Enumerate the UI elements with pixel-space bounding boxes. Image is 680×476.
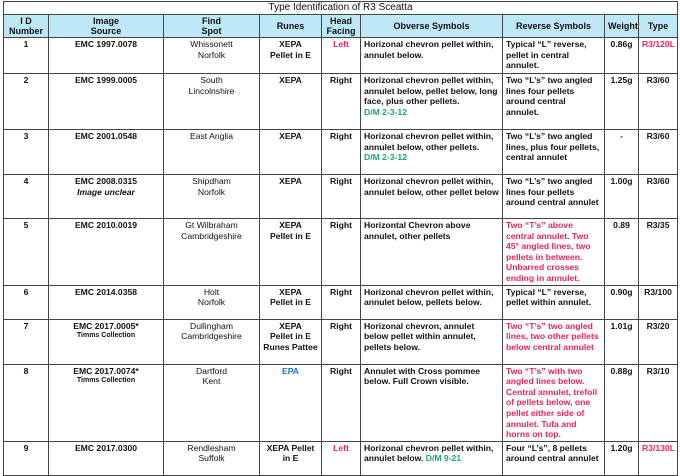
head-facing-cell: Right	[322, 285, 361, 319]
table-row	[4, 219, 678, 286]
weight-cell: 1.00g	[605, 175, 639, 219]
type-cell: R3/60	[639, 130, 678, 175]
id-cell: 7	[4, 319, 49, 364]
id-cell: 9	[4, 441, 49, 475]
find-spot-cell: Holt Norfolk	[164, 285, 260, 319]
weight-cell: -	[605, 130, 639, 175]
source-cell: EMC 2008.0315 Image unclear	[49, 175, 164, 219]
header-type: Type	[639, 15, 678, 38]
obverse-cell: Horizonal chevron pellet within, annulet below, other pellet below	[361, 175, 503, 219]
id-cell: 4	[4, 175, 49, 219]
source-cell: EMC 1999.0005	[49, 74, 164, 130]
head-facing-cell: Right	[322, 364, 361, 441]
table-row	[4, 38, 678, 74]
obverse-cell: Horizontal Chevron above annulet, other pellets	[361, 219, 503, 286]
type-cell: R3/20	[639, 319, 678, 364]
find-spot-cell: Dullingham Cambridgeshire	[164, 319, 260, 364]
source-note: Timms Collection	[76, 377, 136, 385]
runes-cell: XEPA	[260, 74, 322, 130]
head-facing-cell: Right	[322, 319, 361, 364]
table-title: Type Identification of R3 Sceatta	[4, 2, 678, 15]
obverse-cell: Horizonal chevron pellet within, annulet below, pellet below, long face, plus other pellets. D/M 2-3-12	[361, 74, 503, 130]
weight-cell: 1.20g	[605, 441, 639, 475]
runes-cell: XEPA Pellet in E	[260, 219, 322, 286]
find-spot-cell: East Anglia	[164, 130, 260, 175]
header-reverse: Reverse Symbols	[503, 15, 605, 38]
table-row	[4, 364, 678, 441]
runes-cell: XEPA Pellet in E	[260, 285, 322, 319]
obverse-cell: Horizonal chevron pellet within, annulet below.	[361, 38, 503, 74]
source-cell: EMC 2014.0358	[49, 285, 164, 319]
header-obverse: Obverse Symbols	[361, 15, 503, 38]
table-row	[4, 285, 678, 319]
obverse-cell: Horizonal chevron pellet within, annulet below, other pellets. D/M 2-3-12	[361, 130, 503, 175]
weight-cell: 0.90g	[605, 285, 639, 319]
reverse-cell: Two “T’s” two angled lines, two other pellets below central annulet	[503, 319, 605, 364]
header-row	[4, 15, 678, 38]
header-id: I D Number	[4, 15, 49, 38]
table-row	[4, 175, 678, 219]
type-identification-table	[3, 1, 678, 476]
obverse-cell: Horizonal chevron pellet within, annulet below. D/M 9-21	[361, 441, 503, 475]
source-cell: EMC 1997.0078	[49, 38, 164, 74]
type-cell: R3/10	[639, 364, 678, 441]
source-cell: EMC 2017.0300	[49, 441, 164, 475]
reverse-cell: Typical “L” reverse, pellet in central annulet.	[503, 38, 605, 74]
head-facing-cell: Left	[322, 441, 361, 475]
head-facing-cell: Right	[322, 219, 361, 286]
runes-cell: EPA	[260, 364, 322, 441]
source-cell: EMC 2017.0005* Timms Collection	[49, 319, 164, 364]
id-cell: 1	[4, 38, 49, 74]
runes-cell: XEPA	[260, 130, 322, 175]
header-runes: Runes	[260, 15, 322, 38]
weight-cell: 0.86g	[605, 38, 639, 74]
type-cell: R3/60	[639, 74, 678, 130]
find-spot-cell: Rendlesham Suffolk	[164, 441, 260, 475]
source-cell: EMC 2017.0074* Timms Collection	[49, 364, 164, 441]
die-match-label: D/M 2-3-12	[364, 152, 407, 163]
find-spot-cell: Shipdham Norfolk	[164, 175, 260, 219]
reverse-cell: Two “T’s” with two angled lines below. Central annulet, trefoil of pellets below, one pellet either side of annulet. Tufa and horns on top.	[503, 364, 605, 441]
header-weight: Weight	[605, 15, 639, 38]
find-spot-cell: Gt Wilbraham Cambridgeshire	[164, 219, 260, 286]
id-cell: 5	[4, 219, 49, 286]
id-cell: 8	[4, 364, 49, 441]
title-row	[4, 2, 678, 15]
source-note: Timms Collection	[76, 332, 136, 340]
type-cell: R3/35	[639, 219, 678, 286]
type-cell: R3/60	[639, 175, 678, 219]
table-row	[4, 441, 678, 475]
weight-cell: 0.89	[605, 219, 639, 286]
head-facing-cell: Right	[322, 175, 361, 219]
find-spot-cell: Whissonett Norfolk	[164, 38, 260, 74]
head-facing-cell: Right	[322, 74, 361, 130]
runes-cell: XEPA Pellet in E	[260, 441, 322, 475]
find-spot-cell: Dartford Kent	[164, 364, 260, 441]
die-match-label: D/M 2-3-12	[364, 106, 407, 117]
die-match-label: D/M 9-21	[425, 453, 462, 464]
obverse-cell: Horizonal chevron pellet within, annulet below, pellets below.	[361, 285, 503, 319]
head-facing-cell: Right	[322, 130, 361, 175]
source-cell: EMC 2001.0548	[49, 130, 164, 175]
header-find-spot: Find Spot	[164, 15, 260, 38]
table-row	[4, 130, 678, 175]
head-facing-cell: Left	[322, 38, 361, 74]
id-cell: 2	[4, 74, 49, 130]
obverse-cell: Horizonal chevron, annulet below pellet within annulet, pellets below.	[361, 319, 503, 364]
runes-cell: XEPA Pellet in E Runes Pattee	[260, 319, 322, 364]
reverse-cell: Four “L’s”, 8 pellets around central annulet	[503, 441, 605, 475]
table-row	[4, 74, 678, 130]
reverse-cell: Two “L’s” two angled lines four pellets around central annulet	[503, 175, 605, 219]
obverse-cell: Annulet with Cross pommee below. Full Crown visible.	[361, 364, 503, 441]
id-cell: 3	[4, 130, 49, 175]
source-cell: EMC 2010.0019	[49, 219, 164, 286]
sceatta-table-container	[3, 1, 677, 476]
reverse-cell: Two “L’s” two angled lines four pellets around central annulet.	[503, 74, 605, 130]
find-spot-cell: South Lincolnshire	[164, 74, 260, 130]
reverse-cell: Two “L’s” two angled lines, plus four pellets, central annulet	[503, 130, 605, 175]
runes-cell: XEPA	[260, 175, 322, 219]
reverse-cell: Typical “L” reverse, pellet within annulet.	[503, 285, 605, 319]
weight-cell: 0.88g	[605, 364, 639, 441]
source-note: Image unclear	[77, 186, 135, 197]
id-cell: 6	[4, 285, 49, 319]
type-cell: R3/120L	[639, 38, 678, 74]
weight-cell: 1.01g	[605, 319, 639, 364]
weight-cell: 1.25g	[605, 74, 639, 130]
table-row	[4, 319, 678, 364]
runes-cell: XEPA Pellet in E	[260, 38, 322, 74]
reverse-cell: Two “T’s” above central annulet. Two 45° angled lines, two pellets in between. Unbarred crosses ending in annulet.	[503, 219, 605, 286]
header-source: Image Source	[49, 15, 164, 38]
type-cell: R3/130L	[639, 441, 678, 475]
header-head-facing: Head Facing	[322, 15, 361, 38]
type-cell: R3/100	[639, 285, 678, 319]
